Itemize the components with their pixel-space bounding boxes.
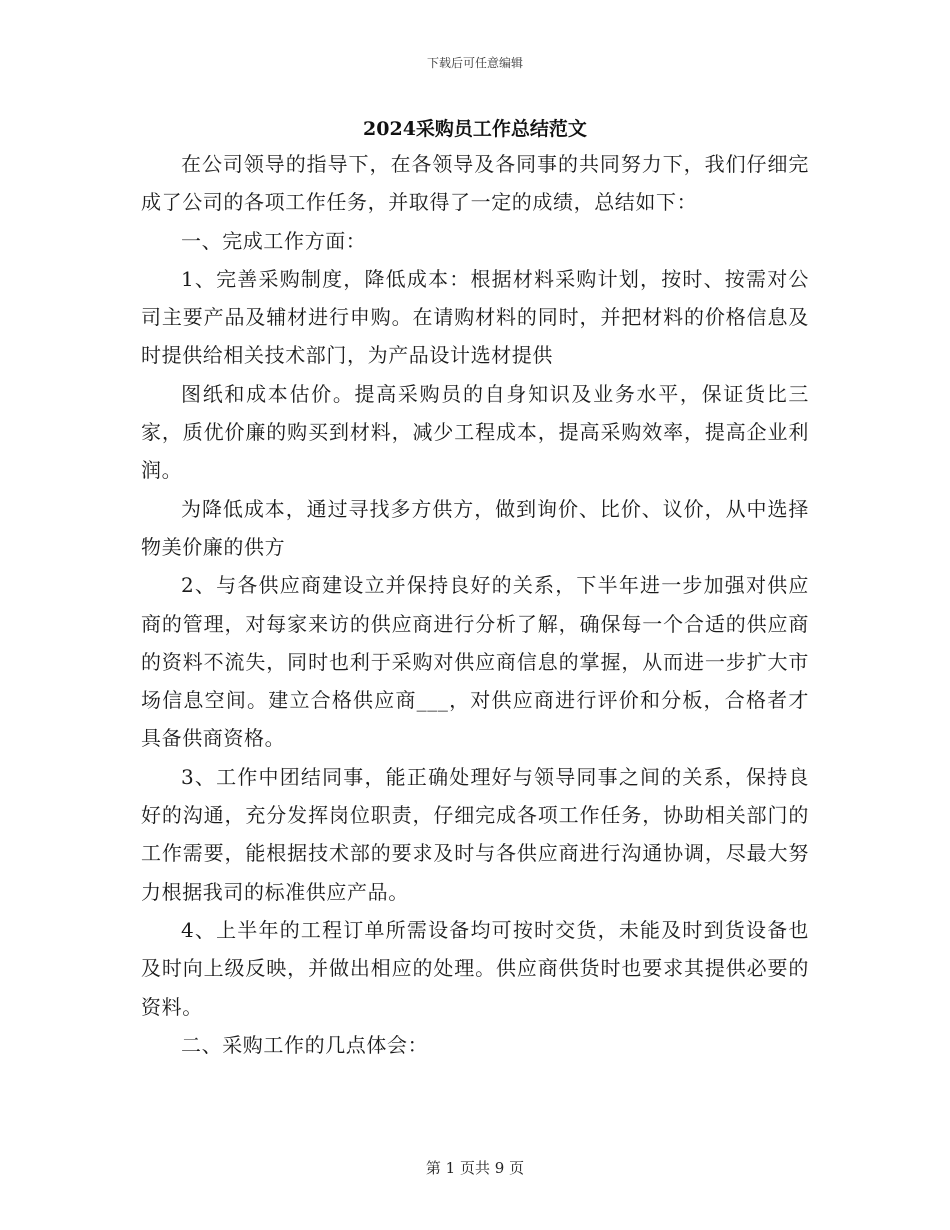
paragraph-item-4: 4、上半年的工程订单所需设备均可按时交货，未能及时到货设备也及时向上级反映，并做出相应的处理。供应商供货时也要求其提供必要的资料。 xyxy=(141,917,809,1019)
paragraph-item-2: 2、与各供应商建设立并保持良好的关系，下半年进一步加强对供应商的管理，对每家来访的供应商进行分析了解，确保每一个合适的供应商的资料不流失，同时也利于采购对供应商信息的掌握，从而进一步扩大市场信息空间。建立合格供应商___，对供应商进行评价和分板，合格者才具备供商资格。 xyxy=(141,573,809,751)
document-body xyxy=(141,145,809,1064)
paragraph-cost-reduction: 为降低成本，通过寻找多方供方，做到询价、比价、议价，从中选择物美价廉的供方 xyxy=(141,496,809,559)
paragraph-item-3: 3、工作中团结同事，能正确处理好与领导同事之间的关系，保持良好的沟通，充分发挥岗位职责，仔细完成各项工作任务，协助相关部门的工作需要，能根据技术部的要求及时与各供应商进行沟通协调，尽最大努力根据我司的标准供应产品。 xyxy=(141,764,809,904)
page-number: 第 1 页共 9 页 xyxy=(425,1159,525,1177)
page-header-note: 下载后可任意编辑 xyxy=(426,56,523,70)
paragraph-item-1-continued: 图纸和成本估价。提高采购员的自身知识及业务水平，保证货比三家，质优价廉的购买到材料，减少工程成本，提高采购效率，提高企业利润。 xyxy=(141,381,809,483)
paragraph-intro: 在公司领导的指导下，在各领导及各同事的共同努力下，我们仔细完成了公司的各项工作任务，并取得了一定的成绩，总结如下： xyxy=(141,152,809,215)
document-title: 2024采购员工作总结范文 xyxy=(363,118,587,140)
section-heading-completed-work: 一、完成工作方面： xyxy=(181,228,367,253)
paragraph-item-1: 1、完善采购制度，降低成本：根据材料采购计划，按时、按需对公司主要产品及辅材进行申购。在请购材料的同时，并把材料的价格信息及时提供给相关技术部门，为产品设计选材提供 xyxy=(141,266,809,368)
section-heading-experience: 二、采购工作的几点体会： xyxy=(181,1032,429,1057)
